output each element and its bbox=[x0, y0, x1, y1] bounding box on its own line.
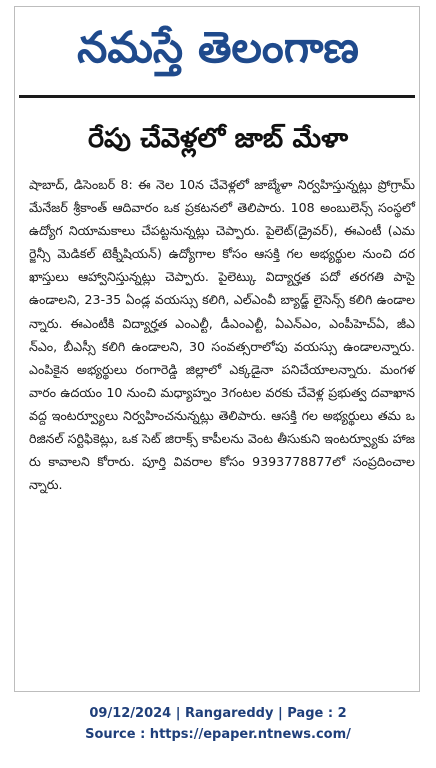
article-headline: రేపు చేవెళ్లలో జాబ్ మేళా bbox=[87, 123, 349, 154]
newspaper-clipping bbox=[14, 6, 420, 692]
masthead-divider bbox=[19, 95, 415, 98]
article-body: షాబాద్, డిసెంబర్ 8: ఈ నెల 10న చేవెళ్లలో జాబ్మేళా నిర్వహిస్తున్నట్లు ప్రోగ్రామ్ మేనేజర్ శ్రీకాంత్ ఆదివారం ఒక ప్రకటనలో తెలిపారు. 108 అంబులెన్స్ సంస్థలో ఉద్యోగ నియామకాలు చేపట్టనున్నట్లు చెప్పారు. పైలెట్(డ్రైవర్), ఈఎంటీ (ఎమర్జెన్సీ మెడికల్ టెక్నీషియన్) ఉద్యోగాల కోసం ఆసక్తి గల అభ్యర్థుల నుంచి దరఖాస్తులు ఆహ్వానిస్తున్నట్లు చెప్పారు. పైలెట్కు విద్యార్హత పదో తరగతి పాసై ఉండాలని, 23-35 ఏండ్ల వయస్సు కలిగి, ఎల్ఎంవీ బ్యాడ్జ్ లైసెన్స్ కలిగి ఉండాలన్నారు. ఈఎంటీకి విద్యార్హత ఎంఎల్టీ, డీఎంఎల్టీ, ఏఎన్ఎం, ఎంపీహెచ్ఏ, జీఎన్ఎం, బీఎస్సీ కలిగి ఉండాలని, 30 సంవత్సరాలోపు వయస్సు ఉండాలన్నారు. ఎంపికైన అభ్యర్థులు రంగారెడ్డి జిల్లాలో ఎక్కడైనా పనిచేయాలన్నారు. మంగళవారం ఉదయం 10 నుంచి మధ్యాహ్నం 3గంటల వరకు చేవెళ్ల ప్రభుత్వ దవాఖాన వద్ద ఇంటర్వ్యూలు నిర్వహించనున్నట్లు తెలిపారు. ఆసక్తి గల అభ్యర్థులు తమ ఒరిజినల్ సర్టిఫికెట్లు, ఒక సెట్ జిరాక్స్ కాపీలను వెంట తీసుకుని ఇంటర్వ్యూకు హాజరు కావాలని కోరారు. పూర్తి వివరాల కోసం 9393778877లో సంప్రదించాలన్నారు. bbox=[29, 177, 415, 493]
footer-date-edition-page: 09/12/2024 | Rangareddy | Page : 2 bbox=[89, 706, 347, 721]
masthead-logo: నమస్తే తెలంగాణ bbox=[77, 22, 359, 73]
footer-source-link: Source : https://epaper.ntnews.com/ bbox=[85, 727, 351, 742]
masthead bbox=[25, 13, 411, 83]
